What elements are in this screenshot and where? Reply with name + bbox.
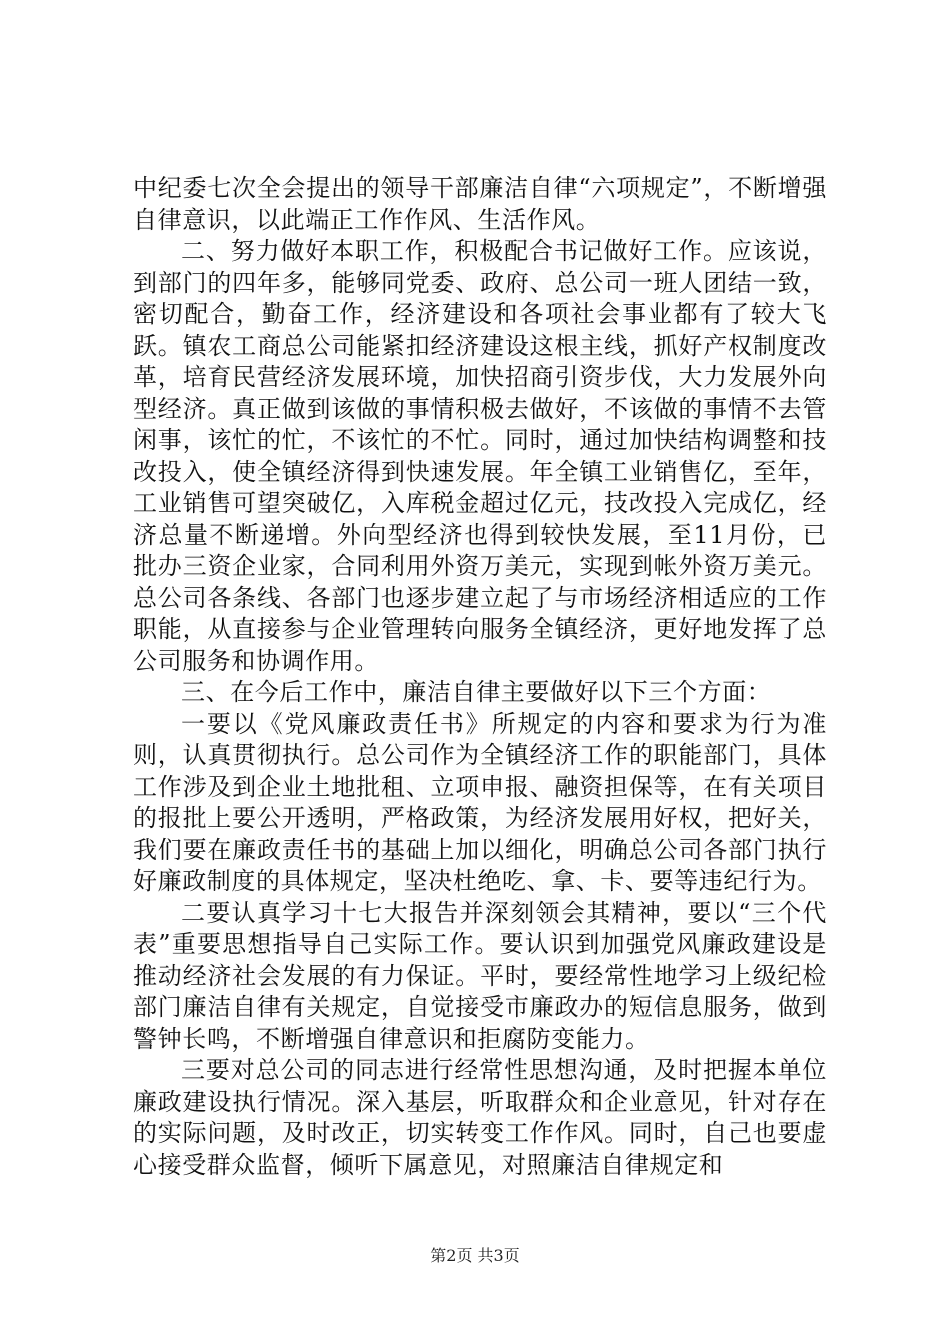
paragraph: 一要以《党风廉政责任书》所规定的内容和要求为行为准则，认真贯彻执行。总公司作为全镇经济工作的职能部门，具体工作涉及到企业土地批租、立项申报、融资担保等，在有关项目的报批上要公开透明，严格政策，为经济发展用好权，把好关，我们要在廉政责任书的基础上加以细化，明确总公司各部门执行好廉政制度的具体规定，坚决杜绝吃、拿、卡、要等违纪行为。 [133,709,827,895]
paragraph: 中纪委七次全会提出的领导干部廉洁自律“六项规定”，不断增强自律意识，以此端正工作作风、生活作风。 [133,174,827,234]
paragraph: 三、在今后工作中，廉洁自律主要做好以下三个方面： [181,678,772,706]
paragraph: 三要对总公司的同志进行经常性思想沟通，及时把握本单位廉政建设执行情况。深入基层，听取群众和企业意见，针对存在的实际问题，及时改正，切实转变工作作风。同时，自己也要虚心接受群众监督，倾听下属意见，对照廉洁自律规定和 [133,1056,827,1179]
page-number-footer: 第2页 共3页 [430,1246,520,1265]
paragraph: 二、努力做好本职工作，积极配合书记做好工作。应该说，到部门的四年多，能够同党委、政府、总公司一班人团结一致，密切配合，勤奋工作，经济建设和各项社会事业都有了较大飞跃。镇农工商总公司能紧扣经济建设这根主线，抓好产权制度改革，培育民营经济发展环境，加快招商引资步伐，大力发展外向型经济。真正做到该做的事情积极去做好，不该做的事情不去管闲事，该忙的忙，不该忙的不忙。同时，通过加快结构调整和技改投入，使全镇经济得到快速发展。年全镇工业销售亿，至年，工业销售可望突破亿，入库税金超过亿元，技改投入完成亿，经济总量不断递增。外向型经济也得到较快发展，至11月份，已批办三资企业家，合同利用外资万美元，实现到帐外资万美元。总公司各条线、各部门也逐步建立起了与市场经济相适应的工作职能，从直接参与企业管理转向服务全镇经济，更好地发挥了总公司服务和协调作用。 [133,237,827,675]
paragraph: 二要认真学习十七大报告并深刻领会其精神，要以“三个代表”重要思想指导自己实际工作。要认识到加强党风廉政建设是推动经济社会发展的有力保证。平时，要经常性地学习上级纪检部门廉洁自律有关规定，自觉接受市廉政办的短信息服务，做到警钟长鸣，不断增强自律意识和拒腐防变能力。 [133,898,827,1053]
document-body [133,173,827,1181]
